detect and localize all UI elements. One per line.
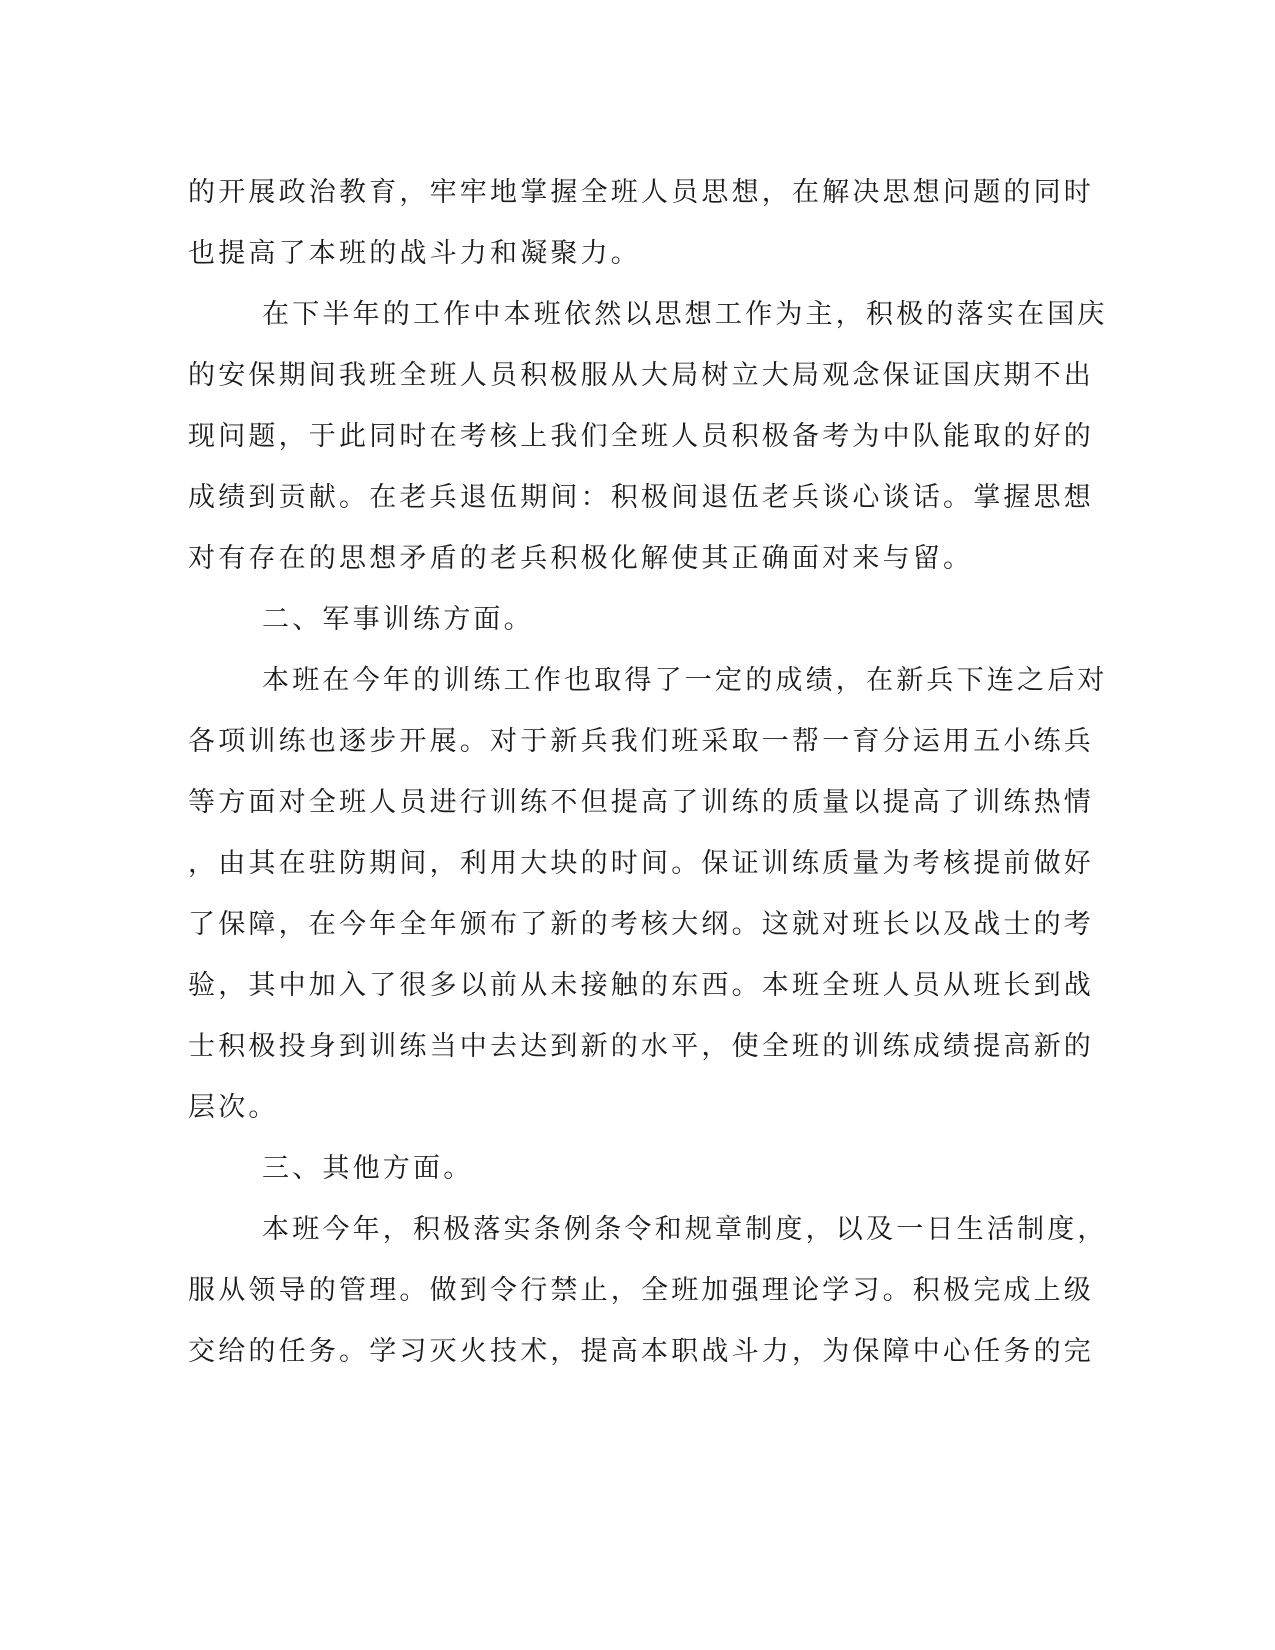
text-line: 了保障，在今年全年颁布了新的考核大纲。这就对班长以及战士的考 bbox=[188, 909, 1094, 940]
body-text bbox=[188, 162, 1108, 1382]
section-heading-other-aspects: 三、其他方面。 bbox=[262, 1153, 474, 1184]
text-line: 的安保期间我班全班人员积极服从大局树立大局观念保证国庆期不出 bbox=[188, 360, 1094, 391]
text-line: 的开展政治教育，牢牢地掌握全班人员思想，在解决思想问题的同时 bbox=[188, 177, 1094, 208]
paragraph-start-line: 本班今年，积极落实条例条令和规章制度，以及一日生活制度， bbox=[262, 1214, 1108, 1245]
text-line: 也提高了本班的战斗力和凝聚力。 bbox=[188, 238, 641, 269]
text-line: 各项训练也逐步开展。对于新兵我们班采取一帮一育分运用五小练兵 bbox=[188, 726, 1094, 757]
text-line: 对有存在的思想矛盾的老兵积极化解使其正确面对来与留。 bbox=[188, 543, 974, 574]
paragraph-start-line: 在下半年的工作中本班依然以思想工作为主，积极的落实在国庆 bbox=[262, 299, 1108, 330]
text-line: 层次。 bbox=[188, 1092, 279, 1123]
text-line: 成绩到贡献。在老兵退伍期间：积极间退伍老兵谈心谈话。掌握思想 bbox=[188, 482, 1094, 513]
text-line: 服从领导的管理。做到令行禁止，全班加强理论学习。积极完成上级 bbox=[188, 1275, 1094, 1306]
text-line: 士积极投身到训练当中去达到新的水平，使全班的训练成绩提高新的 bbox=[188, 1031, 1094, 1062]
text-line: 现问题，于此同时在考核上我们全班人员积极备考为中队能取的好的 bbox=[188, 421, 1094, 452]
paragraph-start-line: 本班在今年的训练工作也取得了一定的成绩，在新兵下连之后对 bbox=[262, 665, 1108, 696]
text-line: 验，其中加入了很多以前从未接触的东西。本班全班人员从班长到战 bbox=[188, 970, 1094, 1001]
text-line: ，由其在驻防期间，利用大块的时间。保证训练质量为考核提前做好 bbox=[188, 848, 1094, 879]
section-heading-military-training: 二、军事训练方面。 bbox=[262, 604, 534, 635]
text-line: 交给的任务。学习灭火技术，提高本职战斗力，为保障中心任务的完 bbox=[188, 1336, 1094, 1367]
text-line: 等方面对全班人员进行训练不但提高了训练的质量以提高了训练热情 bbox=[188, 787, 1094, 818]
